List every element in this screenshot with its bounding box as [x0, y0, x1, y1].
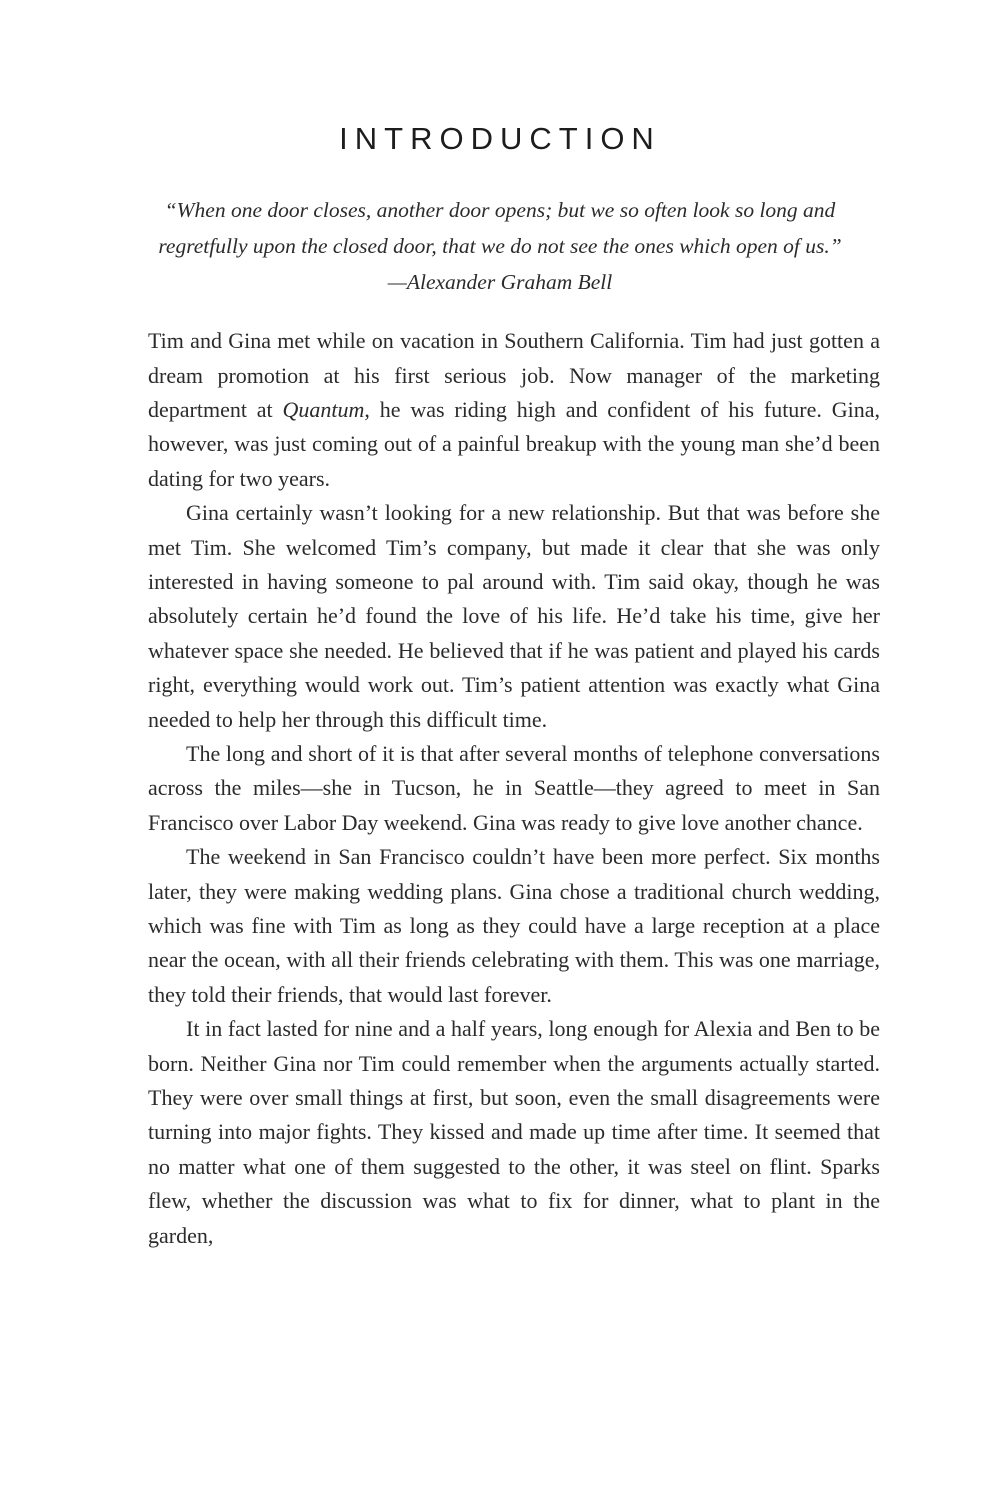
epigraph-quote: “When one door closes, another door opens; but we so often look so long and regretfully upon the closed door, that we do not see the ones which open of us.” [158, 198, 842, 259]
epigraph [150, 192, 850, 300]
chapter-title: INTRODUCTION [339, 121, 661, 156]
paragraph-1-text-after: , he was riding high and confident of his future. Gina, however, was just coming out of a painful breakup with the young man she’d been dating for two years. [148, 396, 880, 491]
paragraph-4: The weekend in San Francisco couldn’t have been more perfect. Six months later, they were making wedding plans. Gina chose a traditional church wedding, which was fine with Tim as long as they could have a large reception at a place near the ocean, with all their friends celebrating with them. This was one marriage, they told their friends, that would last forever. [148, 844, 880, 1007]
paragraph-2: Gina certainly wasn’t looking for a new relationship. But that was before she met Tim. She welcomed Tim’s company, but made it clear that she was only interested in having someone to pal around with. Tim said okay, though he was absolutely certain he’d found the love of his life. He’d take his time, give her whatever space she needed. He believed that if he was patient and played his cards right, everything would work out. Tim’s patient attention was exactly what Gina needed to help her through this difficult time. [148, 500, 880, 732]
paragraph-5: It in fact lasted for nine and a half years, long enough for Alexia and Ben to be born. Neither Gina nor Tim could remember when the arguments actually started. They were over small things at first, but soon, even the small disagreements were turning into major fights. They kissed and made up time after time. It seemed that no matter what one of them suggested to the other, it was steel on flint. Sparks flew, whether the discussion was what to fix for dinner, what to plant in the garden, [148, 1016, 880, 1248]
epigraph-attribution: —Alexander Graham Bell [387, 270, 613, 295]
paragraph-3: The long and short of it is that after several months of telephone conversations across the miles—she in Tucson, he in Seattle—they agreed to meet in San Francisco over Labor Day weekend. Gina was ready to give love another chance. [148, 740, 880, 835]
body-text [0, 324, 1000, 1253]
paragraph-1-emphasized-word: Quantum [282, 396, 365, 422]
paragraph-1-text-before: Tim and Gina met while on vacation in Southern California. Tim had just gotten a dream promotion at his first serious job. Now manager of the marketing department at [148, 328, 880, 422]
paragraph-1 [148, 324, 880, 496]
